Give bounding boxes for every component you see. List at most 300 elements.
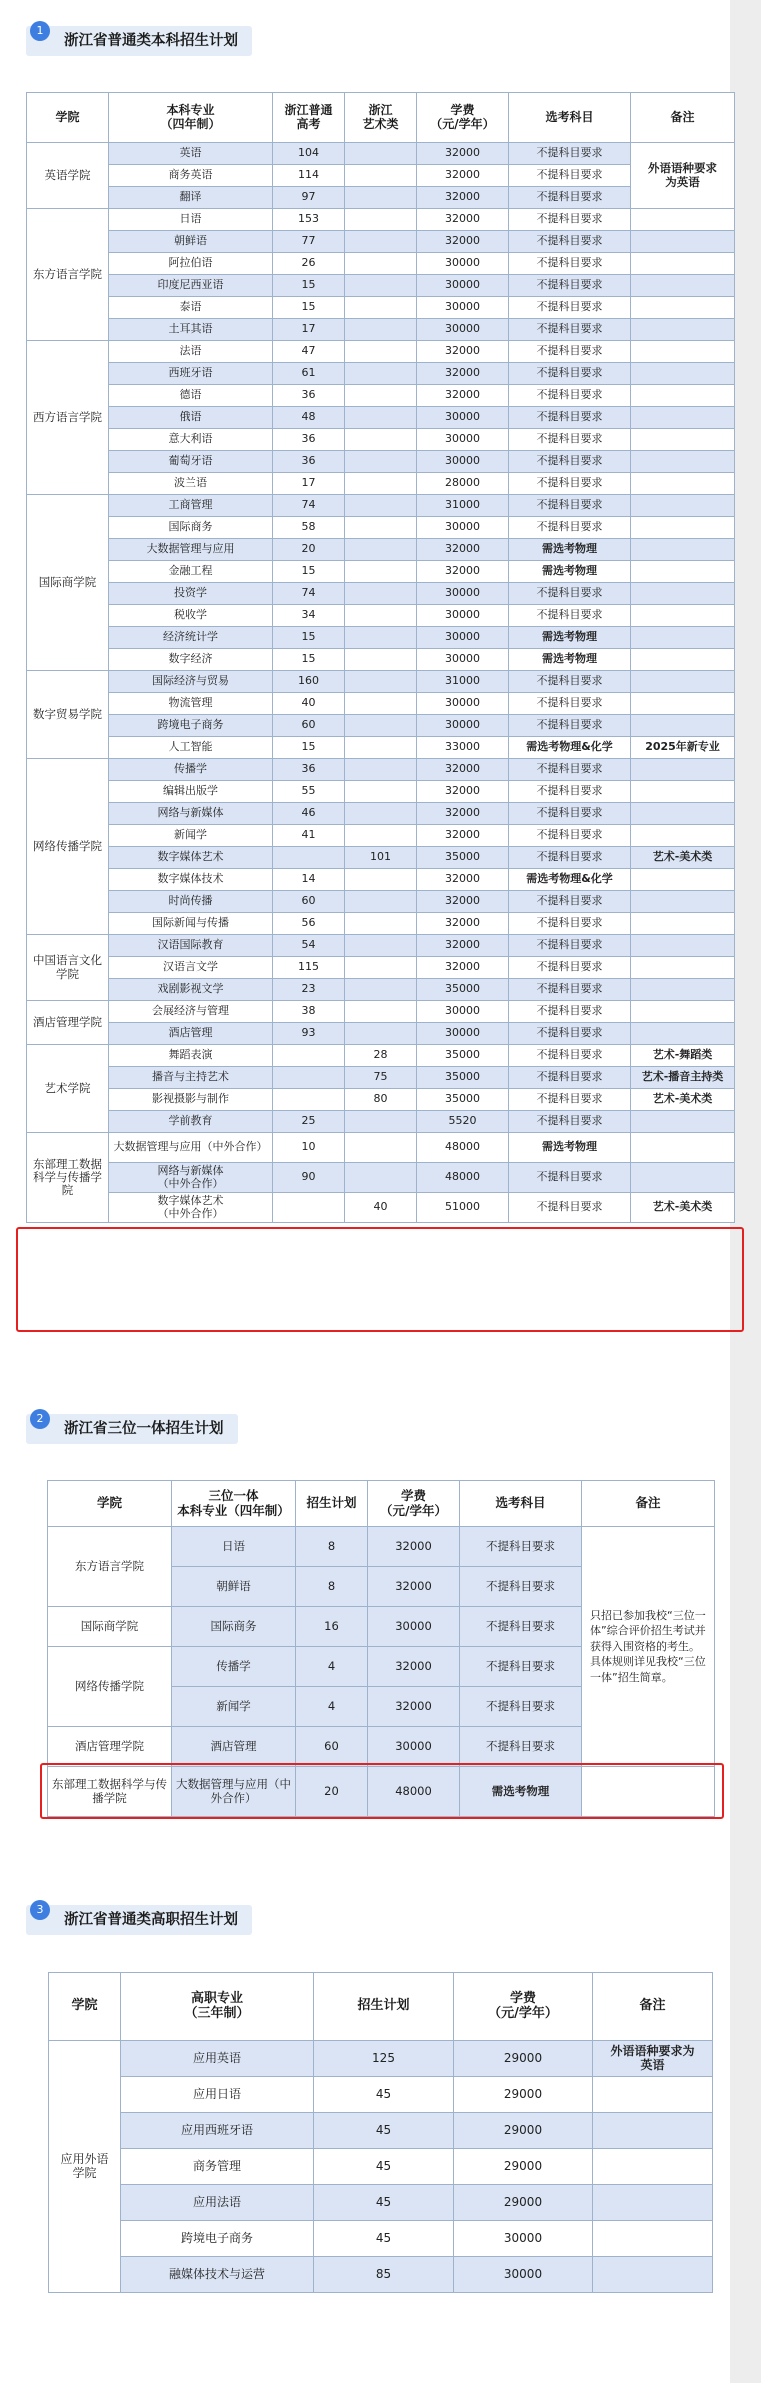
major-cell: 国际商务 (172, 1607, 296, 1647)
table-row (27, 319, 735, 341)
art-quota-cell (345, 715, 417, 737)
general-quota-cell: 40 (273, 693, 345, 715)
tuition-cell: 29000 (454, 2041, 593, 2077)
table-row (27, 253, 735, 275)
art-quota-cell (345, 803, 417, 825)
general-quota-cell: 36 (273, 385, 345, 407)
art-quota-cell: 28 (345, 1045, 417, 1067)
art-quota-cell (345, 253, 417, 275)
major-cell: 工商管理 (109, 495, 273, 517)
note-cell: 艺术-美术类 (631, 1193, 735, 1223)
college-cell: 中国语言文化学院 (27, 935, 109, 1001)
major-cell: 汉语国际教育 (109, 935, 273, 957)
subject-req-cell: 需选考物理&化学 (509, 869, 631, 891)
table-row (27, 979, 735, 1001)
header-college: 学院 (49, 1973, 121, 2041)
subject-req-cell: 不提科目要求 (509, 1067, 631, 1089)
header-college: 学院 (48, 1481, 172, 1527)
table-row (27, 143, 735, 165)
header-college: 学院 (27, 93, 109, 143)
major-cell: 波兰语 (109, 473, 273, 495)
note-cell: 艺术-美术类 (631, 1089, 735, 1111)
subject-req-cell: 不提科目要求 (509, 165, 631, 187)
note-cell (631, 363, 735, 385)
college-cell: 东方语言学院 (48, 1527, 172, 1607)
general-quota-cell: 55 (273, 781, 345, 803)
art-quota-cell (345, 429, 417, 451)
table-row (27, 385, 735, 407)
subject-req-cell: 不提科目要求 (509, 319, 631, 341)
tuition-cell: 30000 (417, 319, 509, 341)
subject-req-cell: 不提科目要求 (509, 231, 631, 253)
college-cell: 数字贸易学院 (27, 671, 109, 759)
general-quota-cell: 26 (273, 253, 345, 275)
tuition-cell: 51000 (417, 1193, 509, 1223)
table-row (27, 363, 735, 385)
subject-req-cell: 不提科目要求 (509, 935, 631, 957)
quota-cell: 45 (314, 2113, 454, 2149)
tuition-cell: 30000 (417, 429, 509, 451)
tuition-cell: 32000 (368, 1647, 460, 1687)
art-quota-cell (345, 319, 417, 341)
major-cell: 新闻学 (172, 1687, 296, 1727)
quota-cell: 45 (314, 2149, 454, 2185)
art-quota-cell: 101 (345, 847, 417, 869)
subject-req-cell: 不提科目要求 (509, 781, 631, 803)
general-quota-cell: 36 (273, 429, 345, 451)
table-row (49, 2077, 713, 2113)
note-cell: 2025年新专业 (631, 737, 735, 759)
table-row (27, 1193, 735, 1223)
tuition-cell: 30000 (368, 1607, 460, 1647)
quota-cell: 85 (314, 2257, 454, 2293)
note-cell (631, 825, 735, 847)
header-subjects: 选考科目 (460, 1481, 582, 1527)
art-quota-cell (345, 671, 417, 693)
general-quota-cell (273, 1045, 345, 1067)
subject-req-cell: 不提科目要求 (509, 891, 631, 913)
tuition-cell: 30000 (417, 253, 509, 275)
major-cell: 融媒体技术与运营 (121, 2257, 314, 2293)
general-quota-cell: 56 (273, 913, 345, 935)
note-cell (631, 319, 735, 341)
general-quota-cell: 153 (273, 209, 345, 231)
art-quota-cell (345, 363, 417, 385)
subject-req-cell: 不提科目要求 (509, 979, 631, 1001)
subject-req-cell: 不提科目要求 (509, 341, 631, 363)
table-row (27, 803, 735, 825)
note-cell (631, 781, 735, 803)
major-cell: 国际经济与贸易 (109, 671, 273, 693)
art-quota-cell (345, 693, 417, 715)
note-cell: 外语语种要求为英语 (593, 2041, 713, 2077)
section2-header (26, 1414, 238, 1444)
tuition-cell: 32000 (417, 165, 509, 187)
major-cell: 阿拉伯语 (109, 253, 273, 275)
note-cell (593, 2077, 713, 2113)
note-cell (631, 275, 735, 297)
art-quota-cell: 40 (345, 1193, 417, 1223)
tuition-cell: 33000 (417, 737, 509, 759)
subject-req-cell: 不提科目要求 (509, 407, 631, 429)
tuition-cell: 31000 (417, 495, 509, 517)
subject-req-cell: 不提科目要求 (509, 759, 631, 781)
section2-number-badge: 2 (30, 1409, 50, 1429)
tuition-cell: 30000 (417, 649, 509, 671)
tuition-cell: 32000 (368, 1687, 460, 1727)
subject-req-cell: 不提科目要求 (509, 605, 631, 627)
table-row (27, 1045, 735, 1067)
table-row (27, 275, 735, 297)
subject-req-cell: 不提科目要求 (509, 715, 631, 737)
subject-req-cell: 不提科目要求 (460, 1647, 582, 1687)
note-cell: 艺术-美术类 (631, 847, 735, 869)
subject-req-cell: 不提科目要求 (509, 957, 631, 979)
sino-foreign-highlight-box-1 (16, 1227, 744, 1332)
table-row (27, 759, 735, 781)
major-cell: 跨境电子商务 (109, 715, 273, 737)
college-cell: 酒店管理学院 (48, 1727, 172, 1767)
art-quota-cell (345, 869, 417, 891)
general-quota-cell: 58 (273, 517, 345, 539)
table-row (27, 473, 735, 495)
major-cell: 酒店管理 (172, 1727, 296, 1767)
note-cell (631, 1163, 735, 1193)
note-cell (631, 891, 735, 913)
major-cell: 泰语 (109, 297, 273, 319)
tuition-cell: 48000 (417, 1133, 509, 1163)
college-cell: 东部理工数据科学与传播学院 (48, 1767, 172, 1817)
note-cell (631, 517, 735, 539)
note-cell (631, 715, 735, 737)
note-cell (631, 341, 735, 363)
general-quota-cell: 74 (273, 583, 345, 605)
major-cell: 朝鲜语 (172, 1567, 296, 1607)
tuition-cell: 30000 (417, 1023, 509, 1045)
note-cell (631, 561, 735, 583)
table-row (27, 693, 735, 715)
major-cell: 西班牙语 (109, 363, 273, 385)
major-cell: 法语 (109, 341, 273, 363)
art-quota-cell (345, 1001, 417, 1023)
table-row (27, 1163, 735, 1193)
header-subjects: 选考科目 (509, 93, 631, 143)
tuition-cell: 30000 (417, 583, 509, 605)
major-cell: 影视摄影与制作 (109, 1089, 273, 1111)
table-row (48, 1527, 715, 1567)
table-row (27, 539, 735, 561)
tuition-cell: 32000 (417, 913, 509, 935)
quota-cell: 4 (296, 1687, 368, 1727)
major-cell: 学前教育 (109, 1111, 273, 1133)
tuition-cell: 31000 (417, 671, 509, 693)
table-row (49, 2113, 713, 2149)
major-cell: 翻译 (109, 187, 273, 209)
tuition-cell: 32000 (417, 341, 509, 363)
subject-req-cell: 需选考物理 (509, 539, 631, 561)
tuition-cell: 32000 (417, 209, 509, 231)
subject-req-cell: 不提科目要求 (509, 1089, 631, 1111)
tuition-cell: 32000 (417, 539, 509, 561)
art-quota-cell (345, 187, 417, 209)
major-cell: 土耳其语 (109, 319, 273, 341)
tuition-cell: 32000 (417, 803, 509, 825)
subject-req-cell: 不提科目要求 (509, 671, 631, 693)
table-row (27, 957, 735, 979)
major-cell: 商务管理 (121, 2149, 314, 2185)
college-cell: 网络传播学院 (48, 1647, 172, 1727)
note-cell (631, 429, 735, 451)
art-quota-cell (345, 473, 417, 495)
art-quota-cell (345, 891, 417, 913)
tuition-cell: 35000 (417, 847, 509, 869)
general-quota-cell: 54 (273, 935, 345, 957)
major-cell: 应用英语 (121, 2041, 314, 2077)
tuition-cell: 35000 (417, 979, 509, 1001)
table-row (27, 1089, 735, 1111)
art-quota-cell (345, 583, 417, 605)
art-quota-cell (345, 649, 417, 671)
subject-req-cell: 不提科目要求 (509, 517, 631, 539)
major-cell: 汉语言文学 (109, 957, 273, 979)
general-quota-cell: 20 (273, 539, 345, 561)
major-cell: 戏剧影视文学 (109, 979, 273, 1001)
note-cell (631, 671, 735, 693)
quota-cell: 60 (296, 1727, 368, 1767)
tuition-cell: 30000 (454, 2221, 593, 2257)
art-quota-cell (345, 209, 417, 231)
tuition-cell: 30000 (417, 715, 509, 737)
college-cell: 东方语言学院 (27, 209, 109, 341)
general-quota-cell: 60 (273, 715, 345, 737)
general-quota-cell: 104 (273, 143, 345, 165)
tuition-cell: 28000 (417, 473, 509, 495)
header-quota: 招生计划 (314, 1973, 454, 2041)
table-row (27, 1001, 735, 1023)
quota-cell: 16 (296, 1607, 368, 1647)
header-tuition: 学费 （元/学年） (368, 1481, 460, 1527)
table-row (27, 297, 735, 319)
major-cell: 大数据管理与应用（中外合作） (109, 1133, 273, 1163)
table-row (27, 231, 735, 253)
art-quota-cell (345, 1023, 417, 1045)
general-quota-cell: 77 (273, 231, 345, 253)
tuition-cell: 32000 (417, 143, 509, 165)
art-quota-cell (345, 341, 417, 363)
college-cell: 国际商学院 (27, 495, 109, 671)
art-quota-cell (345, 275, 417, 297)
note-cell (631, 495, 735, 517)
art-quota-cell (345, 957, 417, 979)
table-row (27, 451, 735, 473)
note-cell (631, 913, 735, 935)
subject-req-cell: 不提科目要求 (509, 275, 631, 297)
table-row (27, 825, 735, 847)
table-row (27, 429, 735, 451)
subject-req-cell: 需选考物理 (509, 627, 631, 649)
subject-req-cell: 不提科目要求 (509, 1045, 631, 1067)
subject-req-cell: 不提科目要求 (509, 473, 631, 495)
subject-req-cell: 不提科目要求 (509, 1163, 631, 1193)
tuition-cell: 30000 (368, 1727, 460, 1767)
subject-req-cell: 不提科目要求 (509, 429, 631, 451)
section3-number-badge: 3 (30, 1900, 50, 1920)
subject-req-cell: 需选考物理 (509, 561, 631, 583)
tuition-cell: 30000 (417, 1001, 509, 1023)
header-major: 高职专业 （三年制） (121, 1973, 314, 2041)
note-cell (631, 539, 735, 561)
general-quota-cell: 97 (273, 187, 345, 209)
tuition-cell: 32000 (368, 1527, 460, 1567)
general-quota-cell: 160 (273, 671, 345, 693)
general-quota-cell: 41 (273, 825, 345, 847)
major-cell: 印度尼西亚语 (109, 275, 273, 297)
table-row (27, 869, 735, 891)
subject-req-cell: 不提科目要求 (460, 1567, 582, 1607)
subject-req-cell: 不提科目要求 (509, 583, 631, 605)
subject-req-cell: 不提科目要求 (509, 693, 631, 715)
header-note: 备注 (593, 1973, 713, 2041)
note-cell (631, 583, 735, 605)
note-cell (631, 1023, 735, 1045)
subject-req-cell: 不提科目要求 (509, 1111, 631, 1133)
general-quota-cell: 17 (273, 473, 345, 495)
subject-req-cell: 不提科目要求 (460, 1607, 582, 1647)
header-zj-general: 浙江普通 高考 (273, 93, 345, 143)
art-quota-cell (345, 1163, 417, 1193)
header-note: 备注 (631, 93, 735, 143)
major-cell: 应用法语 (121, 2185, 314, 2221)
table-row (49, 2221, 713, 2257)
college-cell: 酒店管理学院 (27, 1001, 109, 1045)
note-cell (593, 2257, 713, 2293)
note-cell (631, 693, 735, 715)
section1-title: 浙江省普通类本科招生计划 (64, 33, 238, 49)
subject-req-cell: 需选考物理 (509, 1133, 631, 1163)
art-quota-cell (345, 737, 417, 759)
art-quota-cell (345, 231, 417, 253)
table-row (27, 341, 735, 363)
major-cell: 会展经济与管理 (109, 1001, 273, 1023)
tuition-cell: 29000 (454, 2149, 593, 2185)
tuition-cell: 30000 (417, 627, 509, 649)
table-row (49, 2185, 713, 2221)
table-row (27, 847, 735, 869)
major-cell: 酒店管理 (109, 1023, 273, 1045)
general-quota-cell (273, 1089, 345, 1111)
note-cell: 艺术-播音主持类 (631, 1067, 735, 1089)
table-row (27, 1067, 735, 1089)
tuition-cell: 30000 (417, 297, 509, 319)
tuition-cell: 30000 (417, 407, 509, 429)
subject-req-cell: 不提科目要求 (509, 495, 631, 517)
art-quota-cell (345, 781, 417, 803)
tuition-cell: 29000 (454, 2113, 593, 2149)
quota-cell: 125 (314, 2041, 454, 2077)
table-row (27, 715, 735, 737)
major-cell: 新闻学 (109, 825, 273, 847)
major-cell: 投资学 (109, 583, 273, 605)
general-quota-cell: 36 (273, 759, 345, 781)
tuition-cell: 30000 (417, 693, 509, 715)
art-quota-cell: 75 (345, 1067, 417, 1089)
note-cell (593, 2221, 713, 2257)
major-cell: 朝鲜语 (109, 231, 273, 253)
general-quota-cell: 114 (273, 165, 345, 187)
general-quota-cell: 17 (273, 319, 345, 341)
note-cell (631, 1133, 735, 1163)
header-quota: 招生计划 (296, 1481, 368, 1527)
note-cell (631, 253, 735, 275)
note-cell (631, 957, 735, 979)
table-row (27, 517, 735, 539)
college-cell: 东部理工数据科学与传播学院 (27, 1133, 109, 1223)
college-cell: 西方语言学院 (27, 341, 109, 495)
major-cell: 英语 (109, 143, 273, 165)
major-cell: 应用日语 (121, 2077, 314, 2113)
note-cell: 艺术-舞蹈类 (631, 1045, 735, 1067)
major-cell: 俄语 (109, 407, 273, 429)
general-quota-cell: 15 (273, 649, 345, 671)
college-cell: 英语学院 (27, 143, 109, 209)
subject-req-cell: 不提科目要求 (509, 825, 631, 847)
major-cell: 国际商务 (109, 517, 273, 539)
table-row (27, 165, 735, 187)
subject-req-cell: 不提科目要求 (460, 1727, 582, 1767)
general-quota-cell (273, 1193, 345, 1223)
note-cell (631, 979, 735, 1001)
subject-req-cell: 不提科目要求 (460, 1527, 582, 1567)
art-quota-cell (345, 407, 417, 429)
art-quota-cell (345, 605, 417, 627)
tuition-cell: 35000 (417, 1067, 509, 1089)
quota-cell: 45 (314, 2077, 454, 2113)
college-cell: 艺术学院 (27, 1045, 109, 1133)
tuition-cell: 32000 (417, 935, 509, 957)
general-quota-cell (273, 1067, 345, 1089)
general-quota-cell: 15 (273, 561, 345, 583)
general-quota-cell: 15 (273, 275, 345, 297)
note-cell (631, 869, 735, 891)
section3-header (26, 1905, 252, 1935)
major-cell: 跨境电子商务 (121, 2221, 314, 2257)
table-row (27, 935, 735, 957)
major-cell: 物流管理 (109, 693, 273, 715)
major-cell: 商务英语 (109, 165, 273, 187)
art-quota-cell (345, 825, 417, 847)
tuition-cell: 32000 (368, 1567, 460, 1607)
note-cell (631, 209, 735, 231)
tuition-cell: 32000 (417, 825, 509, 847)
major-cell: 意大利语 (109, 429, 273, 451)
major-cell: 人工智能 (109, 737, 273, 759)
table-row (49, 2149, 713, 2185)
art-quota-cell (345, 1111, 417, 1133)
tuition-cell: 32000 (417, 957, 509, 979)
note-cell: 外语语种要求为英语 (631, 143, 735, 209)
major-cell: 葡萄牙语 (109, 451, 273, 473)
subject-req-cell: 不提科目要求 (509, 1193, 631, 1223)
quota-cell: 45 (314, 2221, 454, 2257)
college-cell: 应用外语学院 (49, 2041, 121, 2293)
table-row (49, 2257, 713, 2293)
table-header-row (27, 93, 735, 143)
table-row (27, 583, 735, 605)
subject-req-cell: 需选考物理 (509, 649, 631, 671)
major-cell: 应用西班牙语 (121, 2113, 314, 2149)
art-quota-cell: 80 (345, 1089, 417, 1111)
note-cell (631, 803, 735, 825)
